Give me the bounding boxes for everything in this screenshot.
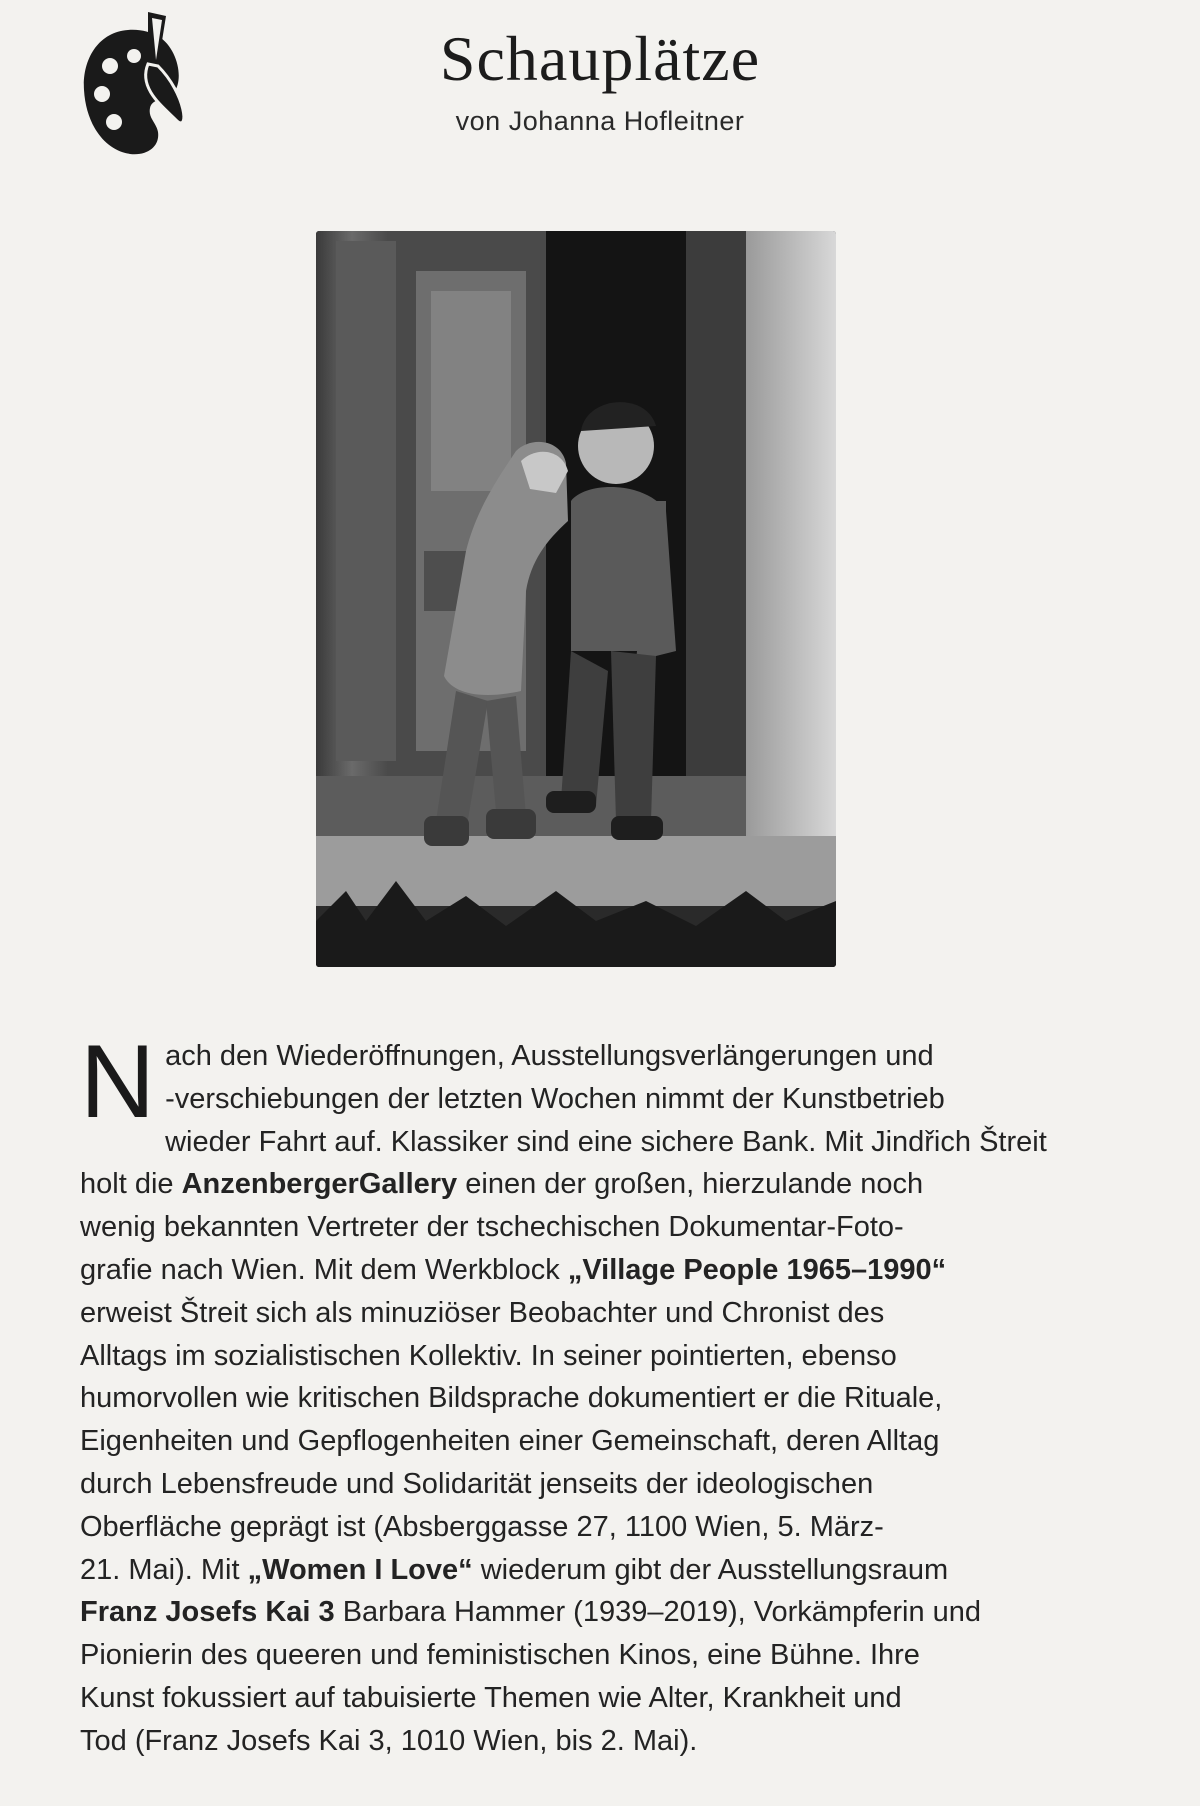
article-line: Kunst fokussiert auf tabuisierte Themen wie Alter, Krankheit und (80, 1681, 902, 1714)
article-line: -verschiebungen der letzten Wochen nimmt der Kunstbetrieb (165, 1082, 945, 1115)
text-segment: holt die (80, 1168, 182, 1201)
article-line: wieder Fahrt auf. Klassiker sind eine sichere Bank. Mit Jindřich Štreit (165, 1125, 1047, 1158)
text-segment: Barbara Hammer (1939–2019), Vorkämpferin und (334, 1596, 982, 1629)
article-line (80, 1591, 1080, 1634)
drop-cap: N (80, 1024, 156, 1140)
article-line (80, 1163, 1080, 1206)
article-line: Alltags im sozialistischen Kollektiv. In seiner pointierten, ebenso (80, 1339, 897, 1372)
article-line: durch Lebensfreude und Solidarität jenseits der ideologischen (80, 1467, 874, 1500)
article-photo (316, 231, 836, 967)
text-segment: grafie nach Wien. Mit dem Werkblock (80, 1253, 568, 1286)
article-line: Oberfläche geprägt ist (Absberggasse 27, 1100 Wien, 5. März- (80, 1510, 884, 1543)
exhibition-title: „Women I Love“ (247, 1553, 473, 1586)
text-segment: einen der großen, hierzulande noch (457, 1168, 924, 1201)
article-line: Pionierin des queeren und feministischen Kinos, eine Bühne. Ihre (80, 1639, 920, 1672)
article-line: Eigenheiten und Gepflogenheiten einer Gemeinschaft, deren Alltag (80, 1425, 940, 1458)
article-line: Tod (Franz Josefs Kai 3, 1010 Wien, bis 2. Mai). (80, 1724, 698, 1757)
article-line (80, 1249, 1080, 1292)
article-line: humorvollen wie kritischen Bildsprache dokumentiert er die Rituale, (80, 1382, 943, 1415)
venue-name: Franz Josefs Kai 3 (80, 1596, 335, 1629)
text-segment: wiederum gibt der Ausstellungsraum (472, 1553, 949, 1586)
article-line: wenig bekannten Vertreter der tschechischen Dokumentar-Foto- (80, 1211, 904, 1244)
article-body (80, 1024, 1080, 1763)
text-segment: 21. Mai). Mit (80, 1553, 248, 1586)
page-title: Schauplätze (439, 23, 761, 94)
gallery-name: AnzenbergerGallery (181, 1168, 458, 1201)
article-line: ach den Wiederöffnungen, Ausstellungsverlängerungen und (165, 1040, 934, 1072)
article-line: erweist Štreit sich als minuziöser Beobachter und Chronist des (80, 1296, 885, 1329)
article-line (80, 1549, 1080, 1592)
exhibition-title: „Village People 1965–1990“ (567, 1253, 947, 1286)
author-byline: von Johanna Hofleitner (455, 106, 745, 136)
